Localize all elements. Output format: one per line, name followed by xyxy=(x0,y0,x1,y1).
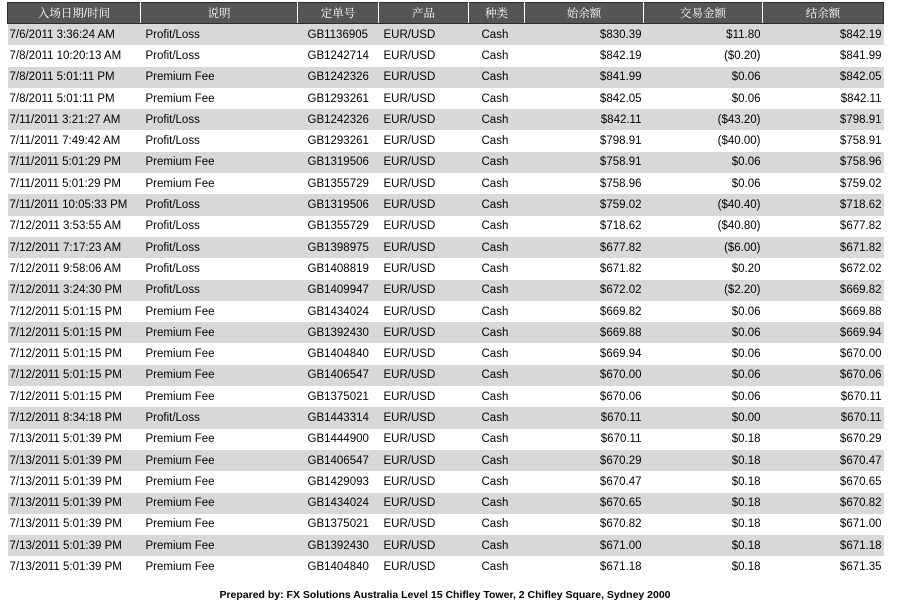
cell-entry-datetime: 7/13/2011 5:01:39 PM xyxy=(8,450,141,471)
table-row xyxy=(8,194,884,215)
cell-type: Cash xyxy=(469,237,525,258)
cell-opening-balance: $671.00 xyxy=(525,535,644,556)
cell-product: EUR/USD xyxy=(379,216,469,237)
table-row xyxy=(8,130,884,151)
cell-opening-balance: $758.91 xyxy=(525,152,644,173)
cell-transaction-amount: ($40.00) xyxy=(644,130,763,151)
cell-product: EUR/USD xyxy=(379,556,469,577)
cell-product: EUR/USD xyxy=(379,386,469,407)
cell-entry-datetime: 7/12/2011 5:01:15 PM xyxy=(8,365,141,386)
cell-product: EUR/USD xyxy=(379,258,469,279)
cell-order-number: GB1392430 xyxy=(298,322,379,343)
cell-entry-datetime: 7/6/2011 3:36:24 AM xyxy=(8,24,141,46)
table-row xyxy=(8,493,884,514)
table-row xyxy=(8,24,884,46)
cell-product: EUR/USD xyxy=(379,237,469,258)
cell-entry-datetime: 7/11/2011 5:01:29 PM xyxy=(8,173,141,194)
cell-transaction-amount: ($0.20) xyxy=(644,45,763,66)
cell-order-number: GB1242714 xyxy=(298,45,379,66)
cell-type: Cash xyxy=(469,365,525,386)
cell-closing-balance: $671.18 xyxy=(763,535,884,556)
cell-type: Cash xyxy=(469,301,525,322)
cell-transaction-amount: ($2.20) xyxy=(644,280,763,301)
cell-description: Premium Fee xyxy=(141,386,298,407)
cell-order-number: GB1434024 xyxy=(298,493,379,514)
cell-type: Cash xyxy=(469,130,525,151)
cell-entry-datetime: 7/12/2011 7:17:23 AM xyxy=(8,237,141,258)
cell-transaction-amount: $0.06 xyxy=(644,301,763,322)
cell-type: Cash xyxy=(469,88,525,109)
cell-transaction-amount: ($40.80) xyxy=(644,216,763,237)
cell-type: Cash xyxy=(469,471,525,492)
cell-entry-datetime: 7/13/2011 5:01:39 PM xyxy=(8,471,141,492)
cell-product: EUR/USD xyxy=(379,343,469,364)
cell-closing-balance: $758.96 xyxy=(763,152,884,173)
cell-product: EUR/USD xyxy=(379,407,469,428)
cell-closing-balance: $670.47 xyxy=(763,450,884,471)
cell-order-number: GB1375021 xyxy=(298,386,379,407)
cell-opening-balance: $841.99 xyxy=(525,67,644,88)
header-entry-datetime: 入场日期/时间 xyxy=(8,3,141,24)
cell-opening-balance: $671.82 xyxy=(525,258,644,279)
cell-order-number: GB1242326 xyxy=(298,67,379,88)
header-product: 产品 xyxy=(379,3,469,24)
table-row xyxy=(8,109,884,130)
cell-type: Cash xyxy=(469,386,525,407)
cell-opening-balance: $842.05 xyxy=(525,88,644,109)
cell-closing-balance: $670.00 xyxy=(763,343,884,364)
cell-entry-datetime: 7/13/2011 5:01:39 PM xyxy=(8,429,141,450)
table-row xyxy=(8,152,884,173)
cell-transaction-amount: $11.80 xyxy=(644,24,763,46)
cell-opening-balance: $671.18 xyxy=(525,556,644,577)
cell-entry-datetime: 7/12/2011 5:01:15 PM xyxy=(8,343,141,364)
cell-description: Premium Fee xyxy=(141,322,298,343)
cell-entry-datetime: 7/8/2011 10:20:13 AM xyxy=(8,45,141,66)
table-row xyxy=(8,514,884,535)
cell-type: Cash xyxy=(469,429,525,450)
cell-entry-datetime: 7/11/2011 10:05:33 PM xyxy=(8,194,141,215)
cell-closing-balance: $758.91 xyxy=(763,130,884,151)
cell-opening-balance: $670.00 xyxy=(525,365,644,386)
cell-order-number: GB1429093 xyxy=(298,471,379,492)
cell-entry-datetime: 7/13/2011 5:01:39 PM xyxy=(8,493,141,514)
cell-description: Premium Fee xyxy=(141,67,298,88)
cell-transaction-amount: $0.20 xyxy=(644,258,763,279)
table-row xyxy=(8,407,884,428)
header-order-number: 定单号 xyxy=(298,3,379,24)
cell-opening-balance: $677.82 xyxy=(525,237,644,258)
header-closing-balance: 结余额 xyxy=(763,3,884,24)
cell-product: EUR/USD xyxy=(379,88,469,109)
cell-description: Premium Fee xyxy=(141,173,298,194)
cell-type: Cash xyxy=(469,535,525,556)
cell-entry-datetime: 7/8/2011 5:01:11 PM xyxy=(8,88,141,109)
cell-product: EUR/USD xyxy=(379,152,469,173)
cell-type: Cash xyxy=(469,450,525,471)
table-row xyxy=(8,365,884,386)
cell-product: EUR/USD xyxy=(379,450,469,471)
cell-order-number: GB1434024 xyxy=(298,301,379,322)
cell-transaction-amount: $0.18 xyxy=(644,556,763,577)
cell-transaction-amount: $0.06 xyxy=(644,88,763,109)
cell-order-number: GB1444900 xyxy=(298,429,379,450)
cell-entry-datetime: 7/13/2011 5:01:39 PM xyxy=(8,535,141,556)
cell-closing-balance: $669.82 xyxy=(763,280,884,301)
table-row xyxy=(8,237,884,258)
transaction-table xyxy=(7,2,884,578)
cell-transaction-amount: $0.18 xyxy=(644,514,763,535)
cell-opening-balance: $842.19 xyxy=(525,45,644,66)
cell-order-number: GB1398975 xyxy=(298,237,379,258)
cell-description: Profit/Loss xyxy=(141,45,298,66)
cell-type: Cash xyxy=(469,280,525,301)
cell-product: EUR/USD xyxy=(379,322,469,343)
cell-description: Premium Fee xyxy=(141,535,298,556)
table-header-row xyxy=(8,3,884,24)
table-row xyxy=(8,322,884,343)
cell-description: Profit/Loss xyxy=(141,24,298,46)
cell-entry-datetime: 7/12/2011 9:58:06 AM xyxy=(8,258,141,279)
cell-closing-balance: $670.29 xyxy=(763,429,884,450)
cell-closing-balance: $670.11 xyxy=(763,407,884,428)
cell-transaction-amount: $0.18 xyxy=(644,450,763,471)
cell-closing-balance: $670.82 xyxy=(763,493,884,514)
cell-order-number: GB1408819 xyxy=(298,258,379,279)
cell-closing-balance: $842.11 xyxy=(763,88,884,109)
cell-order-number: GB1293261 xyxy=(298,88,379,109)
cell-entry-datetime: 7/13/2011 5:01:39 PM xyxy=(8,514,141,535)
cell-order-number: GB1375021 xyxy=(298,514,379,535)
cell-description: Profit/Loss xyxy=(141,258,298,279)
cell-description: Premium Fee xyxy=(141,514,298,535)
cell-description: Profit/Loss xyxy=(141,109,298,130)
table-row xyxy=(8,45,884,66)
cell-product: EUR/USD xyxy=(379,280,469,301)
table-row xyxy=(8,386,884,407)
cell-transaction-amount: $0.06 xyxy=(644,365,763,386)
cell-transaction-amount: $0.06 xyxy=(644,322,763,343)
cell-entry-datetime: 7/12/2011 5:01:15 PM xyxy=(8,386,141,407)
cell-transaction-amount: $0.06 xyxy=(644,152,763,173)
cell-closing-balance: $670.11 xyxy=(763,386,884,407)
cell-product: EUR/USD xyxy=(379,130,469,151)
cell-transaction-amount: $0.18 xyxy=(644,471,763,492)
cell-type: Cash xyxy=(469,343,525,364)
cell-type: Cash xyxy=(469,556,525,577)
cell-type: Cash xyxy=(469,514,525,535)
cell-transaction-amount: $0.06 xyxy=(644,386,763,407)
table-row xyxy=(8,556,884,577)
table-row xyxy=(8,88,884,109)
cell-description: Premium Fee xyxy=(141,88,298,109)
cell-closing-balance: $671.35 xyxy=(763,556,884,577)
cell-description: Premium Fee xyxy=(141,343,298,364)
cell-entry-datetime: 7/12/2011 8:34:18 PM xyxy=(8,407,141,428)
cell-transaction-amount: $0.18 xyxy=(644,535,763,556)
cell-order-number: GB1404840 xyxy=(298,343,379,364)
cell-closing-balance: $842.19 xyxy=(763,24,884,46)
cell-description: Profit/Loss xyxy=(141,130,298,151)
cell-description: Premium Fee xyxy=(141,301,298,322)
cell-transaction-amount: ($6.00) xyxy=(644,237,763,258)
cell-type: Cash xyxy=(469,152,525,173)
cell-closing-balance: $669.94 xyxy=(763,322,884,343)
cell-description: Profit/Loss xyxy=(141,194,298,215)
cell-type: Cash xyxy=(469,493,525,514)
cell-product: EUR/USD xyxy=(379,535,469,556)
cell-closing-balance: $671.00 xyxy=(763,514,884,535)
table-row xyxy=(8,343,884,364)
cell-product: EUR/USD xyxy=(379,45,469,66)
cell-product: EUR/USD xyxy=(379,173,469,194)
header-description: 说明 xyxy=(141,3,298,24)
cell-type: Cash xyxy=(469,258,525,279)
cell-entry-datetime: 7/12/2011 5:01:15 PM xyxy=(8,322,141,343)
cell-opening-balance: $842.11 xyxy=(525,109,644,130)
cell-order-number: GB1355729 xyxy=(298,216,379,237)
table-row xyxy=(8,429,884,450)
cell-closing-balance: $759.02 xyxy=(763,173,884,194)
cell-type: Cash xyxy=(469,322,525,343)
cell-opening-balance: $670.29 xyxy=(525,450,644,471)
footer-prepared-by: Prepared by: FX Solutions Australia Level 15 Chifley Tower, 2 Chifley Square, Sydney 2000 xyxy=(219,589,671,601)
cell-opening-balance: $670.11 xyxy=(525,407,644,428)
cell-transaction-amount: $0.06 xyxy=(644,67,763,88)
cell-order-number: GB1392430 xyxy=(298,535,379,556)
cell-opening-balance: $830.39 xyxy=(525,24,644,46)
table-row xyxy=(8,471,884,492)
cell-closing-balance: $842.05 xyxy=(763,67,884,88)
cell-closing-balance: $677.82 xyxy=(763,216,884,237)
cell-description: Premium Fee xyxy=(141,450,298,471)
cell-opening-balance: $759.02 xyxy=(525,194,644,215)
cell-product: EUR/USD xyxy=(379,493,469,514)
cell-description: Premium Fee xyxy=(141,365,298,386)
cell-type: Cash xyxy=(469,67,525,88)
cell-type: Cash xyxy=(469,109,525,130)
cell-type: Cash xyxy=(469,407,525,428)
cell-closing-balance: $670.06 xyxy=(763,365,884,386)
cell-order-number: GB1136905 xyxy=(298,24,379,46)
cell-description: Premium Fee xyxy=(141,152,298,173)
cell-order-number: GB1319506 xyxy=(298,152,379,173)
cell-opening-balance: $670.11 xyxy=(525,429,644,450)
table-row xyxy=(8,216,884,237)
cell-product: EUR/USD xyxy=(379,301,469,322)
cell-opening-balance: $669.94 xyxy=(525,343,644,364)
cell-product: EUR/USD xyxy=(379,429,469,450)
cell-opening-balance: $798.91 xyxy=(525,130,644,151)
cell-product: EUR/USD xyxy=(379,194,469,215)
cell-opening-balance: $669.82 xyxy=(525,301,644,322)
cell-transaction-amount: $0.18 xyxy=(644,493,763,514)
cell-entry-datetime: 7/12/2011 3:53:55 AM xyxy=(8,216,141,237)
cell-product: EUR/USD xyxy=(379,109,469,130)
cell-order-number: GB1242326 xyxy=(298,109,379,130)
cell-entry-datetime: 7/11/2011 5:01:29 PM xyxy=(8,152,141,173)
cell-order-number: GB1404840 xyxy=(298,556,379,577)
cell-product: EUR/USD xyxy=(379,365,469,386)
cell-entry-datetime: 7/12/2011 3:24:30 PM xyxy=(8,280,141,301)
cell-description: Premium Fee xyxy=(141,493,298,514)
cell-description: Premium Fee xyxy=(141,556,298,577)
table-body xyxy=(8,24,884,578)
cell-transaction-amount: ($43.20) xyxy=(644,109,763,130)
cell-transaction-amount: ($40.40) xyxy=(644,194,763,215)
cell-description: Profit/Loss xyxy=(141,280,298,301)
cell-description: Premium Fee xyxy=(141,471,298,492)
cell-type: Cash xyxy=(469,173,525,194)
table-row xyxy=(8,450,884,471)
cell-entry-datetime: 7/13/2011 5:01:39 PM xyxy=(8,556,141,577)
cell-order-number: GB1406547 xyxy=(298,450,379,471)
cell-description: Profit/Loss xyxy=(141,407,298,428)
cell-transaction-amount: $0.06 xyxy=(644,173,763,194)
cell-description: Profit/Loss xyxy=(141,237,298,258)
cell-transaction-amount: $0.00 xyxy=(644,407,763,428)
cell-type: Cash xyxy=(469,216,525,237)
cell-opening-balance: $718.62 xyxy=(525,216,644,237)
table-row xyxy=(8,258,884,279)
table-row xyxy=(8,67,884,88)
cell-opening-balance: $758.96 xyxy=(525,173,644,194)
table-row xyxy=(8,280,884,301)
cell-opening-balance: $670.82 xyxy=(525,514,644,535)
cell-product: EUR/USD xyxy=(379,471,469,492)
cell-product: EUR/USD xyxy=(379,514,469,535)
cell-entry-datetime: 7/8/2011 5:01:11 PM xyxy=(8,67,141,88)
cell-opening-balance: $670.47 xyxy=(525,471,644,492)
cell-order-number: GB1409947 xyxy=(298,280,379,301)
cell-opening-balance: $670.65 xyxy=(525,493,644,514)
cell-opening-balance: $670.06 xyxy=(525,386,644,407)
cell-description: Premium Fee xyxy=(141,429,298,450)
cell-order-number: GB1355729 xyxy=(298,173,379,194)
cell-order-number: GB1406547 xyxy=(298,365,379,386)
cell-product: EUR/USD xyxy=(379,67,469,88)
header-type: 种类 xyxy=(469,3,525,24)
cell-closing-balance: $672.02 xyxy=(763,258,884,279)
cell-opening-balance: $672.02 xyxy=(525,280,644,301)
header-opening-balance: 始余额 xyxy=(525,3,644,24)
cell-product: EUR/USD xyxy=(379,24,469,46)
cell-closing-balance: $841.99 xyxy=(763,45,884,66)
table-row xyxy=(8,301,884,322)
cell-order-number: GB1293261 xyxy=(298,130,379,151)
cell-opening-balance: $669.88 xyxy=(525,322,644,343)
cell-closing-balance: $798.91 xyxy=(763,109,884,130)
cell-entry-datetime: 7/11/2011 3:21:27 AM xyxy=(8,109,141,130)
cell-entry-datetime: 7/12/2011 5:01:15 PM xyxy=(8,301,141,322)
cell-order-number: GB1443314 xyxy=(298,407,379,428)
cell-transaction-amount: $0.18 xyxy=(644,429,763,450)
cell-description: Profit/Loss xyxy=(141,216,298,237)
cell-closing-balance: $669.88 xyxy=(763,301,884,322)
table-row xyxy=(8,535,884,556)
cell-entry-datetime: 7/11/2011 7:49:42 AM xyxy=(8,130,141,151)
cell-closing-balance: $670.65 xyxy=(763,471,884,492)
table-row xyxy=(8,173,884,194)
cell-type: Cash xyxy=(469,194,525,215)
cell-type: Cash xyxy=(469,45,525,66)
header-transaction-amount: 交易金额 xyxy=(644,3,763,24)
cell-closing-balance: $671.82 xyxy=(763,237,884,258)
cell-transaction-amount: $0.06 xyxy=(644,343,763,364)
cell-order-number: GB1319506 xyxy=(298,194,379,215)
cell-closing-balance: $718.62 xyxy=(763,194,884,215)
cell-type: Cash xyxy=(469,24,525,46)
